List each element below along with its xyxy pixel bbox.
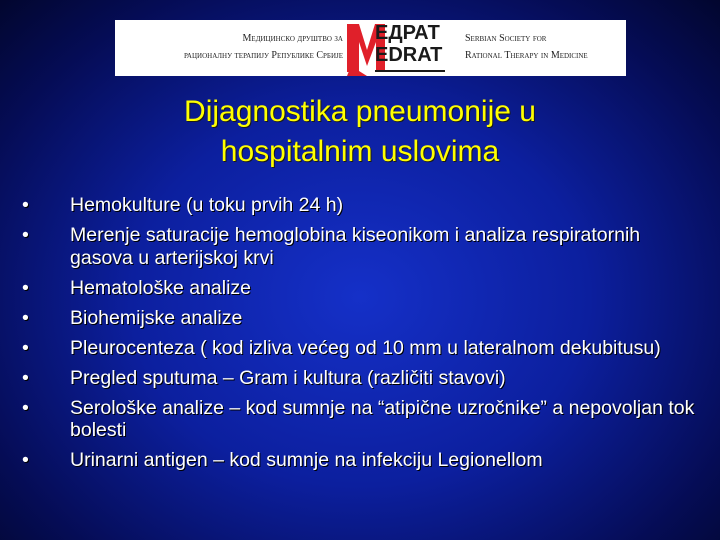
bullet-text: Pleurocenteza ( kod izliva većeg od 10 mm u lateralnom dekubitusu) bbox=[70, 336, 661, 359]
bullet-text: Hemokulture (u toku prvih 24 h) bbox=[70, 194, 344, 216]
bullet-item bbox=[22, 224, 702, 269]
logo-latin-word: EDRAT bbox=[375, 44, 443, 66]
bullet-text: Merenje saturacije hemoglobina kiseonikom i analiza respiratornih gasova u arterijskoj krvi bbox=[70, 224, 641, 269]
society-name-cyrillic-line1: Медицинско друштво за bbox=[242, 33, 343, 44]
bullet-item bbox=[22, 337, 702, 360]
bullet-text: Biohemijske analize bbox=[70, 306, 243, 329]
bullet-list bbox=[22, 194, 702, 479]
bullet-dot: • bbox=[22, 224, 29, 246]
bullet-text: Pregled sputuma – Gram i kultura (različiti stavovi) bbox=[70, 366, 506, 389]
society-banner bbox=[115, 20, 626, 76]
bullet-dot: • bbox=[22, 449, 29, 471]
bullet-item bbox=[22, 397, 702, 442]
bullet-text: Urinarni antigen – kod sumnje na infekciju Legionellom bbox=[70, 449, 543, 471]
slide-title-line2: hospitalnim uslovima bbox=[220, 135, 500, 168]
bullet-dot: • bbox=[22, 396, 29, 419]
bullet-dot: • bbox=[22, 276, 29, 299]
bullet-item bbox=[22, 277, 702, 300]
society-name-cyrillic-line2: рационалну терапију Републике Србије bbox=[183, 50, 343, 61]
society-name-cyrillic bbox=[115, 30, 343, 64]
society-name-english bbox=[465, 30, 626, 64]
bullet-item bbox=[22, 367, 702, 390]
bullet-text: Hematološke analize bbox=[70, 276, 252, 299]
bullet-dot: • bbox=[22, 366, 29, 389]
society-name-english-line1: Serbian Society for bbox=[465, 33, 547, 44]
bullet-item bbox=[22, 194, 702, 217]
logo-underline bbox=[375, 70, 445, 72]
slide-title bbox=[60, 92, 660, 172]
logo-cyrillic-word: ЕДРАТ bbox=[375, 22, 440, 44]
bullet-dot: • bbox=[22, 336, 29, 359]
bullet-item bbox=[22, 307, 702, 330]
bullet-text: Serološke analize – kod sumnje na “atipične uzročnike” a nepovoljan tok bolesti bbox=[70, 396, 695, 441]
medrat-logo bbox=[345, 20, 460, 76]
society-name-english-line2: Rational Therapy in Medicine bbox=[465, 50, 588, 61]
bullet-item bbox=[22, 449, 702, 472]
slide-title-line1: Dijagnostika pneumonije u bbox=[184, 95, 536, 128]
bullet-dot: • bbox=[22, 194, 29, 216]
bullet-dot: • bbox=[22, 306, 29, 329]
